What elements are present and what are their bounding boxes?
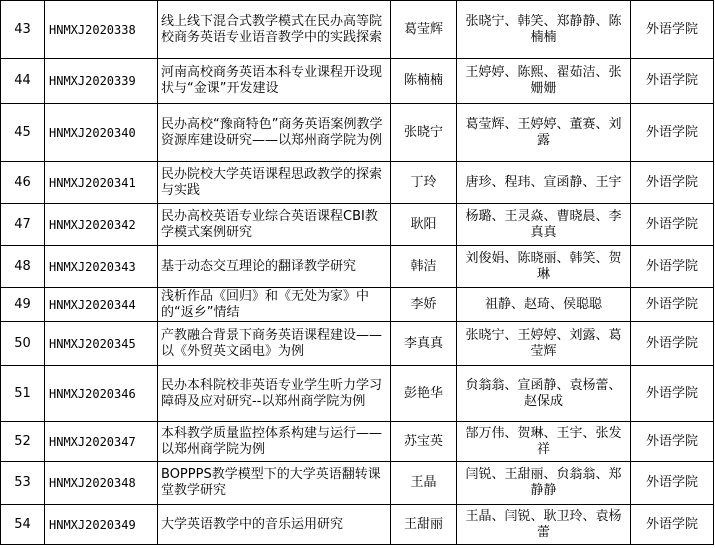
project-members: 王婷婷、陈熙、翟茹洁、张姗姗 [457,59,631,104]
project-host: 韩洁 [391,246,457,288]
project-code: HNMXJ2020346 [45,366,158,422]
table-row [1,288,714,322]
table-row [1,366,714,422]
project-code: HNMXJ2020343 [45,246,158,288]
project-title: 河南高校商务英语本科专业课程开设现状与“金课”开发建设 [158,59,391,104]
project-title: 民办高校英语专业综合英语课程CBI教学模式案例研究 [158,204,391,246]
project-college: 外语学院 [631,204,714,246]
project-title: BOPPPS教学模型下的大学英语翻转课堂教学研究 [158,462,391,505]
row-number: 45 [1,104,45,162]
project-host: 葛莹辉 [391,1,457,59]
project-college: 外语学院 [631,366,714,422]
project-college: 外语学院 [631,246,714,288]
project-members: 闫锐、王甜丽、贠翁翁、郑静静 [457,462,631,505]
project-title: 基于动态交互理论的翻译教学研究 [158,246,391,288]
row-number: 46 [1,162,45,204]
row-number: 47 [1,204,45,246]
table-row [1,104,714,162]
project-college: 外语学院 [631,422,714,462]
project-members: 郜万伟、贺琳、王宇、张发祥 [457,422,631,462]
project-college: 外语学院 [631,1,714,59]
table-row [1,505,714,545]
project-code: HNMXJ2020341 [45,162,158,204]
project-members: 张晓宁、王婷婷、刘露、葛莹辉 [457,322,631,366]
project-college: 外语学院 [631,104,714,162]
project-host: 苏宝英 [391,422,457,462]
project-host: 耿阳 [391,204,457,246]
project-host: 陈楠楠 [391,59,457,104]
project-code: HNMXJ2020342 [45,204,158,246]
table-row [1,462,714,505]
row-number: 54 [1,505,45,545]
project-title: 线上线下混合式教学模式在民办高等院校商务英语专业语音教学中的实践探索 [158,1,391,59]
project-code: HNMXJ2020347 [45,422,158,462]
table-row [1,204,714,246]
project-host: 王甜丽 [391,505,457,545]
project-members: 葛莹辉、王婷婷、董赛、刘露 [457,104,631,162]
project-college: 外语学院 [631,322,714,366]
table-body [1,1,714,545]
row-number: 51 [1,366,45,422]
project-title: 民办本科院校非英语专业学生听力学习障碍及应对研究--以郑州商学院为例 [158,366,391,422]
row-number: 44 [1,59,45,104]
project-title: 浅析作品《回归》和《无处为家》中的“返乡”情结 [158,288,391,322]
project-members: 贠翁翁、宣函静、袁杨蕾、赵保成 [457,366,631,422]
project-college: 外语学院 [631,288,714,322]
row-number: 48 [1,246,45,288]
row-number: 43 [1,1,45,59]
table-row [1,162,714,204]
project-title: 民办院校大学英语课程思政教学的探索与实践 [158,162,391,204]
project-code: HNMXJ2020339 [45,59,158,104]
project-host: 丁玲 [391,162,457,204]
project-members: 张晓宁、韩笑、郑静静、陈楠楠 [457,1,631,59]
table-row [1,1,714,59]
project-code: HNMXJ2020344 [45,288,158,322]
row-number: 50 [1,322,45,366]
row-number: 53 [1,462,45,505]
project-host: 李娇 [391,288,457,322]
project-title: 本科教学质量监控体系构建与运行——以郑州商学院为例 [158,422,391,462]
table-row [1,246,714,288]
project-college: 外语学院 [631,462,714,505]
project-members: 唐珍、程玮、宣函静、王宇 [457,162,631,204]
project-members: 王晶、闫锐、耿卫玲、袁杨蕾 [457,505,631,545]
project-title: 产教融合背景下商务英语课程建设——以《外贸英文函电》为例 [158,322,391,366]
project-title: 大学英语教学中的音乐运用研究 [158,505,391,545]
project-code: HNMXJ2020340 [45,104,158,162]
table-row [1,59,714,104]
project-code: HNMXJ2020338 [45,1,158,59]
table-row [1,422,714,462]
project-host: 李真真 [391,322,457,366]
project-code: HNMXJ2020349 [45,505,158,545]
project-members: 杨璐、王灵焱、曹晓晨、李真真 [457,204,631,246]
project-college: 外语学院 [631,162,714,204]
project-host: 王晶 [391,462,457,505]
project-members: 刘俊娟、陈晓丽、韩笑、贺琳 [457,246,631,288]
project-members: 祖静、赵琦、侯聪聪 [457,288,631,322]
table-row [1,322,714,366]
project-college: 外语学院 [631,505,714,545]
project-code: HNMXJ2020348 [45,462,158,505]
project-title: 民办高校“豫商特色”商务英语案例教学资源库建设研究——以郑州商学院为例 [158,104,391,162]
project-host: 彭艳华 [391,366,457,422]
row-number: 49 [1,288,45,322]
project-host: 张晓宁 [391,104,457,162]
project-college: 外语学院 [631,59,714,104]
project-code: HNMXJ2020345 [45,322,158,366]
row-number: 52 [1,422,45,462]
